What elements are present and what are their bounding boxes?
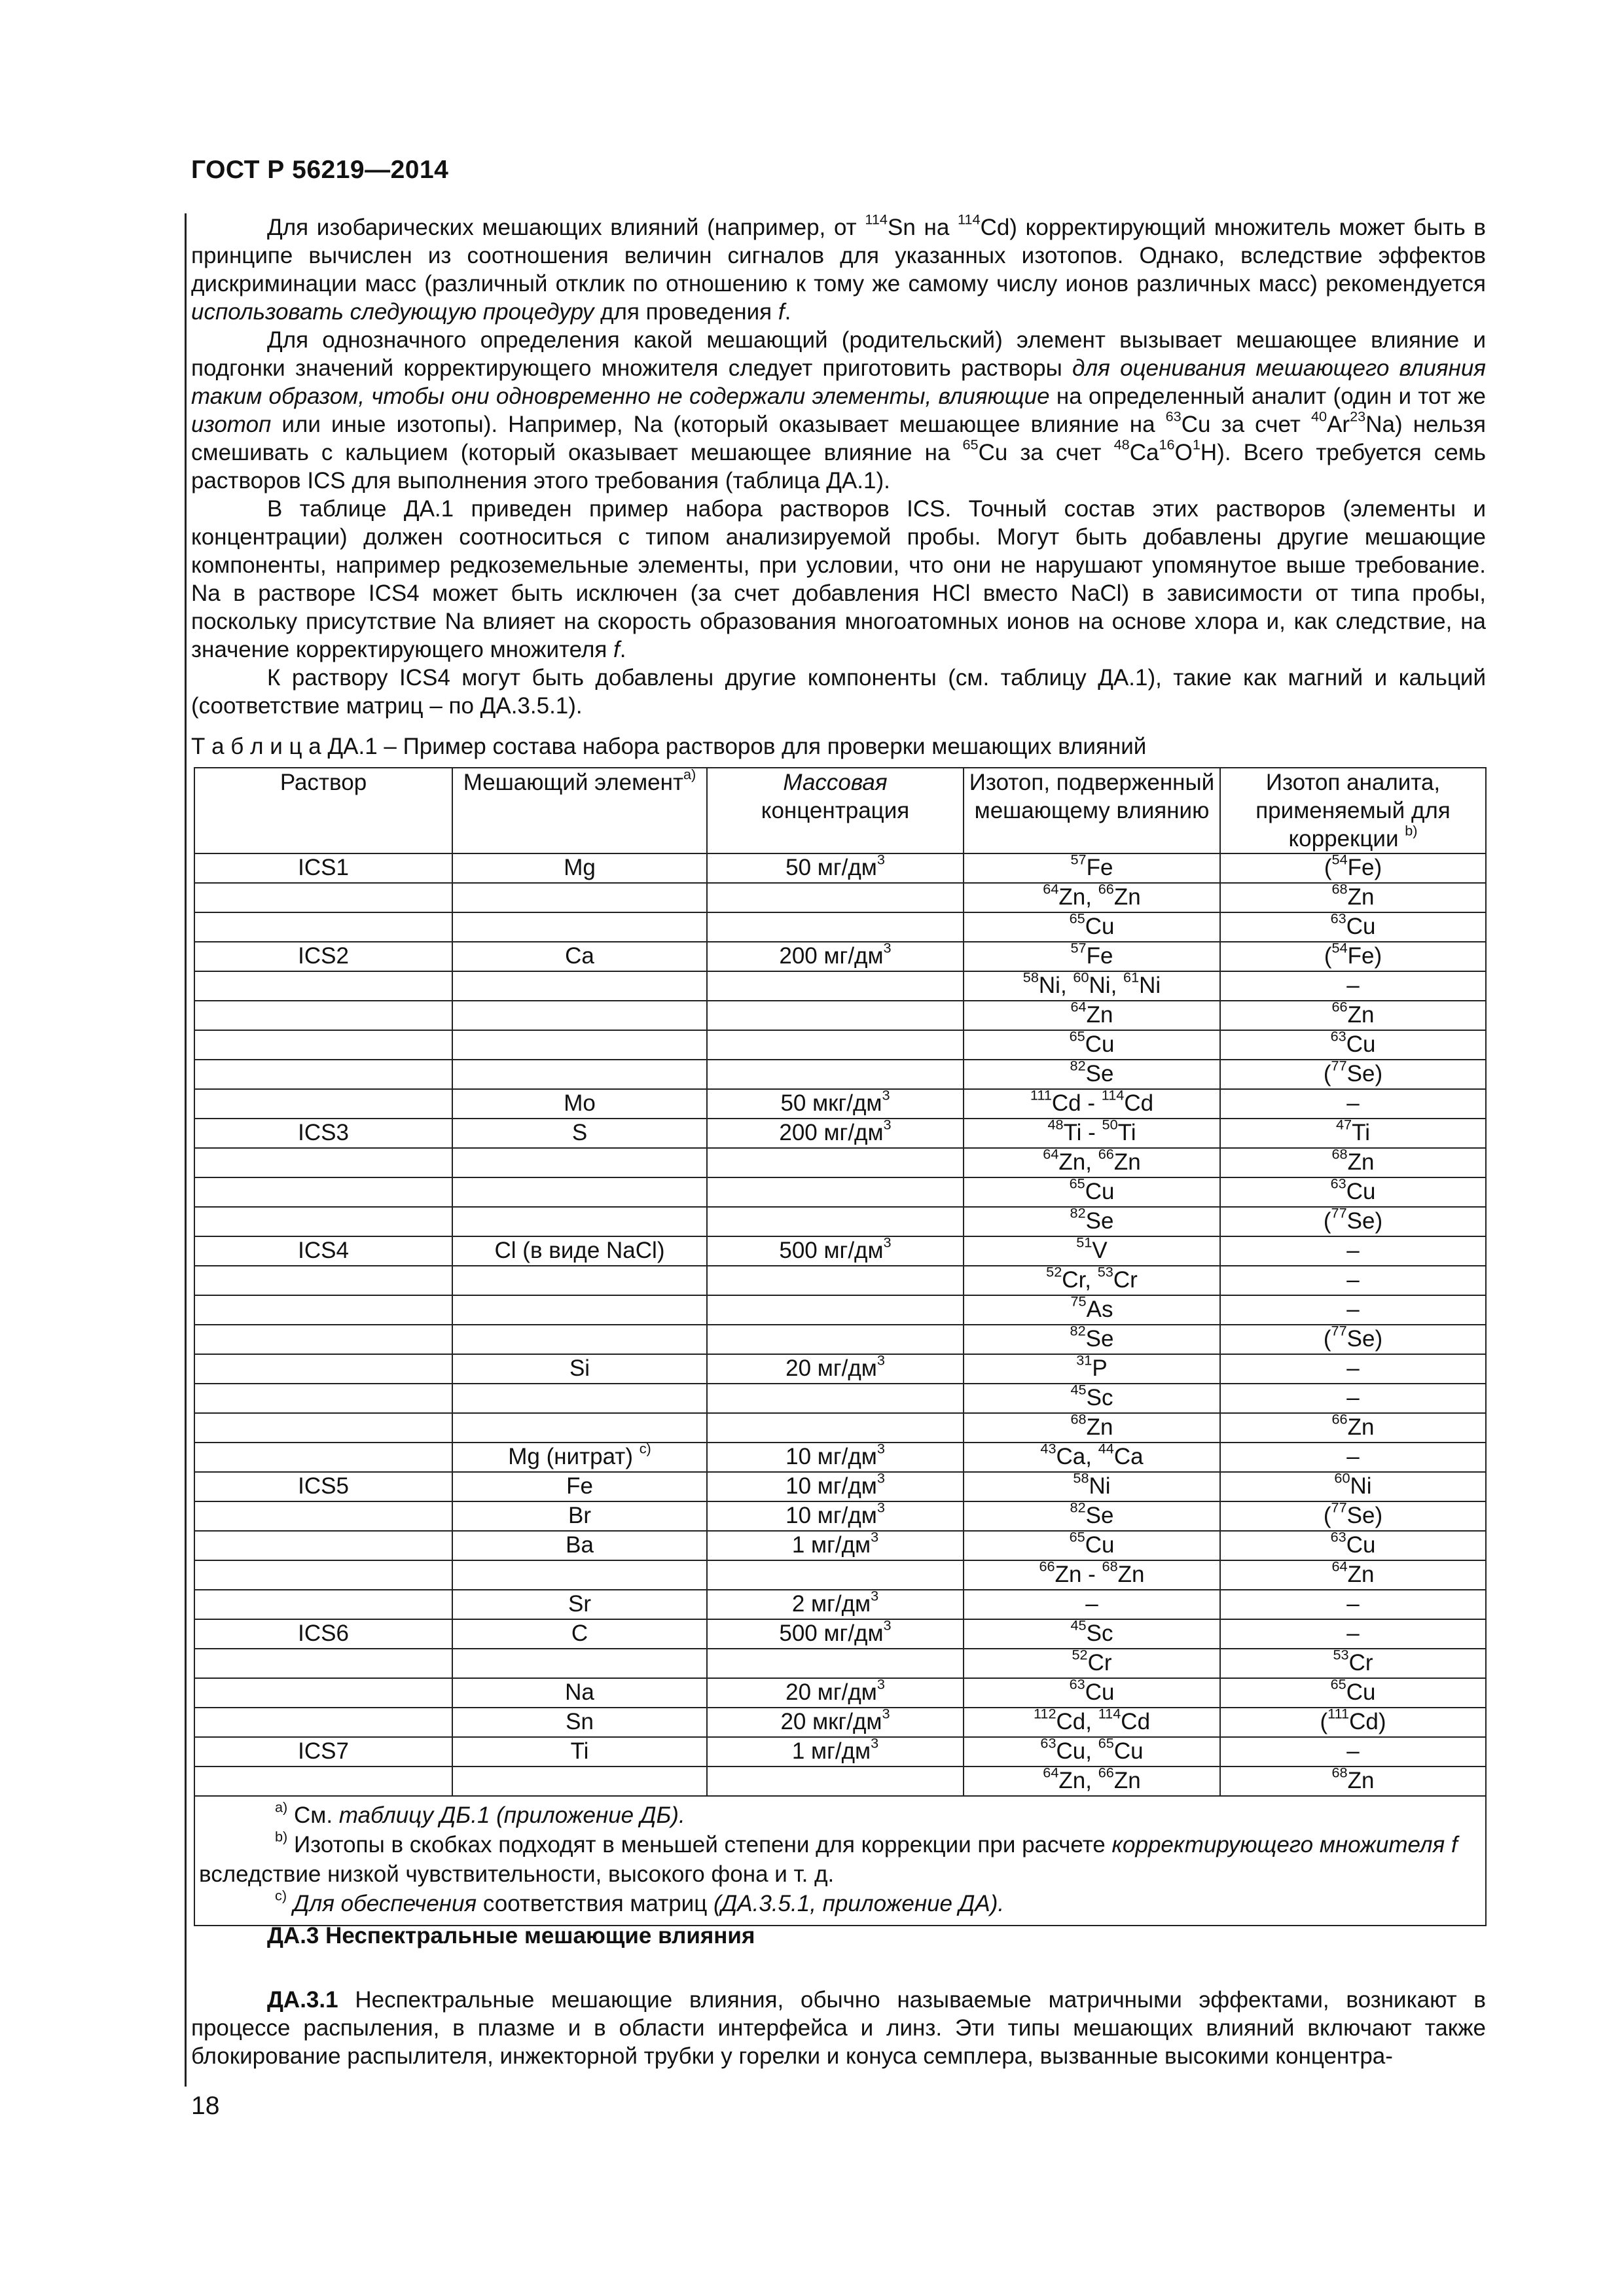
cell-affected-isotope: $^{63}$Cu, $^{65}$Cu <box>964 1737 1220 1767</box>
table-row <box>194 1325 1486 1354</box>
cell-solution <box>194 1030 452 1060</box>
section-text <box>191 1986 1486 2070</box>
cell-element <box>452 1295 707 1325</box>
cell-analyte-isotope: – <box>1220 1384 1486 1413</box>
cell-element: Mg <box>452 853 707 883</box>
paragraph-3: В таблице ДА.1 приведен пример набора растворов ICS. Точный состав этих растворов (элементы и концентрации) должен соотноситься с типом анализируемой пробы. Могут быть добавлены другие мешающие компоненты, например редкоземельные элементы, при условии, что они не нарушают упомянутое выше требование. Na в растворе ICS4 может быть исключен (за счет добавления HCl вместо NaCl) в зависимости от типа пробы, поскольку присутствие Na влияет на скорость образования многоатомных ионов на основе хлора и, как следствие, на значение корректирующего множителя f. <box>191 496 1486 662</box>
cell-element <box>452 1207 707 1236</box>
cell-affected-isotope: $^{65}$Cu <box>964 1030 1220 1060</box>
note-a: $^{a)}$ См. таблицу ДБ.1 (приложение ДБ). <box>275 1799 685 1828</box>
table-row <box>194 1619 1486 1649</box>
cell-element <box>452 1001 707 1030</box>
cell-affected-isotope: $^{52}$Cr, $^{53}$Cr <box>964 1266 1220 1295</box>
table-row <box>194 1384 1486 1413</box>
cell-affected-isotope: $^{111}$Cd - $^{114}$Cd <box>964 1089 1220 1119</box>
cell-concentration <box>707 1060 964 1089</box>
cell-solution <box>194 1325 452 1354</box>
cell-solution <box>194 1266 452 1295</box>
cell-concentration: 20 мкг/$дм^3$ <box>707 1708 964 1737</box>
cell-element <box>452 1148 707 1177</box>
table-row <box>194 1649 1486 1678</box>
cell-concentration: 10 $мг/дм^3$ <box>707 1443 964 1472</box>
cell-analyte-isotope: – <box>1220 1236 1486 1266</box>
cell-concentration <box>707 883 964 912</box>
cell-affected-isotope: $^{43}$Ca, $^{44}$Ca <box>964 1443 1220 1472</box>
table-row <box>194 1472 1486 1501</box>
cell-element: Cl (в виде NaCl) <box>452 1236 707 1266</box>
cell-element: Mo <box>452 1089 707 1119</box>
cell-concentration <box>707 971 964 1001</box>
cell-affected-isotope: $^{58}$Ni, $^{60}$Ni, $^{61}$Ni <box>964 971 1220 1001</box>
cell-affected-isotope: $^{57}$Fe <box>964 942 1220 971</box>
cell-solution: ICS1 <box>194 853 452 883</box>
cell-concentration: 50 мкг/$дм^3$ <box>707 1089 964 1119</box>
header-analyte-isotope: Изотоп аналита, применяемый для коррекции $^{b)}$ <box>1220 768 1486 853</box>
cell-concentration: 10 $мг/дм^3$ <box>707 1501 964 1531</box>
paragraph-2: Для однозначного определения какой мешающий (родительский) элемент вызывает мешающее влияние и подгонки значений корректирующего множителя следует приготовить растворы для оценивания мешающего влияния таким образом, чтобы они одновременно не содержали элементы, влияющие на определенный аналит (один и тот же изотоп или иные изотопы). Например, Na (который оказывает мешающее влияние на $^{63}$Cu за счет $^{40}$Ar$^{23}$Na) нельзя смешивать с кальцием (который оказывает мешающее влияние на $^{65}$Cu за счет $^{48}Ca^{16}O^1H$). Всего требуется семь растворов ICS для выполнения этого требования (таблица ДА.1). <box>191 327 1487 493</box>
cell-element <box>452 1266 707 1295</box>
table-row <box>194 942 1486 971</box>
paragraph-1: Для изобарических мешающих влияний (например, от $^{114}$Sn на $^{114}$Cd) корректирующий множитель может быть в принципе вычислен из соотношения величин сигналов для указанных изотопов. Однако, вследствие эффектов дискриминации масс (различный отклик по отношению к тому же самому числу ионов различных масс) рекомендуется использовать следующую процедуру для проведения f. <box>191 211 1486 325</box>
cell-concentration: 20 $мг/дм^3$ <box>707 1678 964 1708</box>
cell-solution: ICS7 <box>194 1737 452 1767</box>
cell-solution <box>194 1649 452 1678</box>
cell-concentration: 20 $мг/дм^3$ <box>707 1354 964 1384</box>
cell-analyte-isotope: $^{66}$Zn <box>1220 1001 1486 1030</box>
cell-analyte-isotope: – <box>1220 1354 1486 1384</box>
margin-rule <box>185 213 187 2087</box>
cell-element <box>452 1649 707 1678</box>
cell-solution <box>194 971 452 1001</box>
cell-analyte-isotope: $^{53}$Cr <box>1220 1649 1486 1678</box>
cell-concentration <box>707 912 964 942</box>
paragraph-da-3-1: ДА.3.1 Неспектральные мешающие влияния, обычно называемые матричными эффектами, возникают в процессе распыления, в плазме и в области интерфейса и линз. Эти типы мешающих влияний включают также блокирование распылителя, инжекторной трубки у горелки и конуса семплера, вызванные высокими концентра- <box>191 1987 1486 2069</box>
cell-concentration <box>707 1325 964 1354</box>
cell-element: Si <box>452 1354 707 1384</box>
cell-analyte-isotope: – <box>1220 1089 1486 1119</box>
table-row <box>194 1207 1486 1236</box>
cell-concentration <box>707 1649 964 1678</box>
cell-element: Ba <box>452 1531 707 1560</box>
cell-element: Sr <box>452 1590 707 1619</box>
cell-affected-isotope: $^{65}$Cu <box>964 1531 1220 1560</box>
cell-solution <box>194 883 452 912</box>
cell-concentration <box>707 1767 964 1796</box>
cell-affected-isotope: $^{75}$As <box>964 1295 1220 1325</box>
cell-affected-isotope: $^{66}$Zn - $^{68}$Zn <box>964 1560 1220 1590</box>
cell-element: Ti <box>452 1737 707 1767</box>
cell-analyte-isotope: $^{68}$Zn <box>1220 883 1486 912</box>
table-row <box>194 853 1486 883</box>
cell-analyte-isotope: ($^{77}$Se) <box>1220 1501 1486 1531</box>
cell-analyte-isotope: $^{63}$Cu <box>1220 1177 1486 1207</box>
cell-affected-isotope: $^{112}$Cd, $^{114}$Cd <box>964 1708 1220 1737</box>
table-row <box>194 1148 1486 1177</box>
cell-analyte-isotope: ($^{54}$Fe) <box>1220 942 1486 971</box>
table-row <box>194 971 1486 1001</box>
cell-affected-isotope: $^{82}$Se <box>964 1207 1220 1236</box>
cell-analyte-isotope: $^{60}$Ni <box>1220 1472 1486 1501</box>
cell-concentration: 500 $мг/дм^3$ <box>707 1236 964 1266</box>
cell-concentration <box>707 1295 964 1325</box>
cell-element <box>452 971 707 1001</box>
table-row <box>194 1560 1486 1590</box>
cell-solution: ICS3 <box>194 1119 452 1148</box>
cell-affected-isotope: $^{57}$Fe <box>964 853 1220 883</box>
cell-concentration <box>707 1001 964 1030</box>
table-row <box>194 1177 1486 1207</box>
cell-analyte-isotope: $^{47}$Ti <box>1220 1119 1486 1148</box>
table-row <box>194 1266 1486 1295</box>
table-row <box>194 883 1486 912</box>
cell-element: Na <box>452 1678 707 1708</box>
cell-analyte-isotope: – <box>1220 1619 1486 1649</box>
table-row <box>194 1236 1486 1266</box>
cell-affected-isotope: $^{31}$P <box>964 1354 1220 1384</box>
cell-solution: ICS5 <box>194 1472 452 1501</box>
cell-element: Fe <box>452 1472 707 1501</box>
cell-affected-isotope: $^{68}$Zn <box>964 1413 1220 1443</box>
cell-analyte-isotope: – <box>1220 971 1486 1001</box>
table-row <box>194 1119 1486 1148</box>
cell-affected-isotope: $^{51}$V <box>964 1236 1220 1266</box>
cell-solution <box>194 912 452 942</box>
table-row <box>194 1354 1486 1384</box>
cell-solution <box>194 1413 452 1443</box>
cell-solution <box>194 1560 452 1590</box>
cell-element: Sn <box>452 1708 707 1737</box>
cell-element <box>452 1030 707 1060</box>
header-element: Мешающий элемент$^{a)}$ <box>452 768 707 853</box>
table-row <box>194 1501 1486 1531</box>
cell-element <box>452 1767 707 1796</box>
cell-affected-isotope: $^{48}$Ti - $^{50}$Ti <box>964 1119 1220 1148</box>
cell-concentration: 1 $мг/дм^3$ <box>707 1531 964 1560</box>
cell-solution <box>194 1767 452 1796</box>
header-solution: Раствор <box>194 768 452 853</box>
cell-affected-isotope: $^{63}$Cu <box>964 1678 1220 1708</box>
cell-affected-isotope: $^{52}$Cr <box>964 1649 1220 1678</box>
cell-concentration <box>707 1148 964 1177</box>
cell-analyte-isotope: $^{66}$Zn <box>1220 1413 1486 1443</box>
cell-concentration <box>707 1413 964 1443</box>
cell-analyte-isotope: ($^{77}$Se) <box>1220 1325 1486 1354</box>
table-caption: Т а б л и ц а ДА.1 – Пример состава набора растворов для проверки мешающих влияний <box>191 734 1147 759</box>
table-row <box>194 1030 1486 1060</box>
cell-solution <box>194 1531 452 1560</box>
cell-affected-isotope: $^{64}$Zn, $^{66}$Zn <box>964 1767 1220 1796</box>
cell-concentration: 500 $мг/дм^3$ <box>707 1619 964 1649</box>
cell-element <box>452 1560 707 1590</box>
cell-solution <box>194 1207 452 1236</box>
header-concentration: Массовая концентрация <box>707 768 964 853</box>
cell-affected-isotope: $^{45}$Sc <box>964 1619 1220 1649</box>
header-affected-isotope: Изотоп, подверженный мешающему влиянию <box>964 768 1220 853</box>
cell-solution <box>194 1001 452 1030</box>
cell-analyte-isotope: $^{63}$Cu <box>1220 1030 1486 1060</box>
standard-designation: ГОСТ Р 56219—2014 <box>191 156 449 184</box>
body-text <box>191 213 1486 720</box>
cell-affected-isotope: $^{82}$Se <box>964 1501 1220 1531</box>
table-row <box>194 1443 1486 1472</box>
cell-concentration <box>707 1266 964 1295</box>
cell-solution <box>194 1708 452 1737</box>
table-row <box>194 1295 1486 1325</box>
cell-affected-isotope: $^{58}$Ni <box>964 1472 1220 1501</box>
cell-solution <box>194 1678 452 1708</box>
table-row <box>194 1001 1486 1030</box>
cell-concentration: 2 $мг/дм^3$ <box>707 1590 964 1619</box>
cell-concentration <box>707 1207 964 1236</box>
cell-concentration: 10 $мг/дм^3$ <box>707 1472 964 1501</box>
cell-solution <box>194 1354 452 1384</box>
cell-affected-isotope: – <box>964 1590 1220 1619</box>
cell-element <box>452 1060 707 1089</box>
cell-concentration <box>707 1030 964 1060</box>
cell-element <box>452 1384 707 1413</box>
cell-analyte-isotope: $^{68}$Zn <box>1220 1767 1486 1796</box>
cell-solution: ICS4 <box>194 1236 452 1266</box>
cell-affected-isotope: $^{65}$Cu <box>964 1177 1220 1207</box>
cell-solution <box>194 1501 452 1531</box>
cell-concentration: 50 $мг/дм^3$ <box>707 853 964 883</box>
cell-solution <box>194 1089 452 1119</box>
paragraph-4: К раствору ICS4 могут быть добавлены другие компоненты (см. таблицу ДА.1), такие как магний и кальций (соответствие матриц – по ДА.3.5.1). <box>191 665 1486 719</box>
cell-solution: ICS2 <box>194 942 452 971</box>
table-notes <box>194 1796 1486 1926</box>
cell-element <box>452 1325 707 1354</box>
table-row <box>194 1708 1486 1737</box>
cell-analyte-isotope: ($^{77}$Se) <box>1220 1207 1486 1236</box>
cell-element: S <box>452 1119 707 1148</box>
cell-element <box>452 912 707 942</box>
table-row <box>194 1590 1486 1619</box>
cell-affected-isotope: $^{82}$Se <box>964 1325 1220 1354</box>
table-row <box>194 1060 1486 1089</box>
cell-analyte-isotope: – <box>1220 1295 1486 1325</box>
note-b: $^{b)}$ Изотопы в скобках подходят в меньшей степени для коррекции при расчете корректирующего множителя f вследствие низкой чувствительности, высокого фона и т. д. <box>199 1828 1458 1887</box>
cell-affected-isotope: $^{45}$Sc <box>964 1384 1220 1413</box>
cell-element: Br <box>452 1501 707 1531</box>
cell-affected-isotope: $^{64}$Zn <box>964 1001 1220 1030</box>
cell-element: C <box>452 1619 707 1649</box>
section-heading: ДА.3 Неспектральные мешающие влияния <box>267 1923 755 1948</box>
cell-analyte-isotope: $^{63}$Cu <box>1220 1531 1486 1560</box>
interference-table <box>194 767 1487 1926</box>
cell-solution <box>194 1177 452 1207</box>
cell-element: Ca <box>452 942 707 971</box>
table-row <box>194 1737 1486 1767</box>
note-c: $^{c)}$ Для обеспечения соответствия матриц (ДА.3.5.1, приложение ДА). <box>275 1887 1005 1916</box>
table-body <box>194 853 1486 1796</box>
cell-concentration: 1 $мг/дм^3$ <box>707 1737 964 1767</box>
cell-solution <box>194 1148 452 1177</box>
cell-affected-isotope: $^{82}$Se <box>964 1060 1220 1089</box>
cell-concentration: 200 $мг/дм^3$ <box>707 942 964 971</box>
cell-solution <box>194 1295 452 1325</box>
cell-element <box>452 1177 707 1207</box>
cell-element <box>452 1413 707 1443</box>
cell-analyte-isotope: – <box>1220 1266 1486 1295</box>
cell-affected-isotope: $^{64}$Zn, $^{66}$Zn <box>964 883 1220 912</box>
table-row <box>194 1413 1486 1443</box>
cell-analyte-isotope: $^{63}$Cu <box>1220 912 1486 942</box>
cell-concentration <box>707 1560 964 1590</box>
cell-analyte-isotope: – <box>1220 1737 1486 1767</box>
table-row <box>194 912 1486 942</box>
cell-analyte-isotope: $^{68}$Zn <box>1220 1148 1486 1177</box>
cell-affected-isotope: $^{64}$Zn, $^{66}$Zn <box>964 1148 1220 1177</box>
cell-solution <box>194 1384 452 1413</box>
cell-solution <box>194 1590 452 1619</box>
cell-analyte-isotope: ($^{77}$Se) <box>1220 1060 1486 1089</box>
cell-analyte-isotope: ($^{111}$Cd) <box>1220 1708 1486 1737</box>
cell-affected-isotope: $^{65}$Cu <box>964 912 1220 942</box>
cell-analyte-isotope: – <box>1220 1443 1486 1472</box>
cell-concentration <box>707 1384 964 1413</box>
table-row <box>194 1767 1486 1796</box>
table-row <box>194 1531 1486 1560</box>
cell-analyte-isotope: $^{64}$Zn <box>1220 1560 1486 1590</box>
cell-solution <box>194 1060 452 1089</box>
cell-analyte-isotope: $^{65}$Cu <box>1220 1678 1486 1708</box>
page-number: 18 <box>191 2092 220 2120</box>
cell-concentration: 200 $мг/дм^3$ <box>707 1119 964 1148</box>
cell-element: Mg (нитрат) $^{c)}$ <box>452 1443 707 1472</box>
table-row <box>194 1089 1486 1119</box>
cell-element <box>452 883 707 912</box>
cell-analyte-isotope: – <box>1220 1590 1486 1619</box>
cell-concentration <box>707 1177 964 1207</box>
cell-analyte-isotope: ($^{54}$Fe) <box>1220 853 1486 883</box>
table-row <box>194 1678 1486 1708</box>
cell-solution <box>194 1443 452 1472</box>
cell-solution: ICS6 <box>194 1619 452 1649</box>
